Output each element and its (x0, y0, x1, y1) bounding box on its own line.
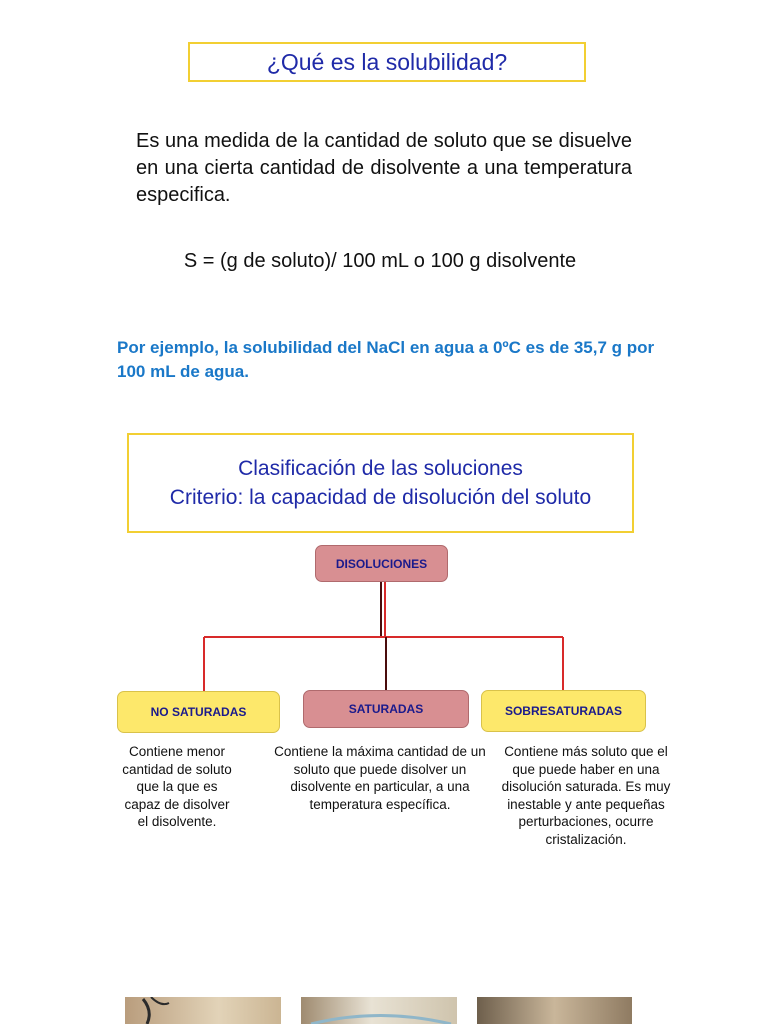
node-no-saturadas-label: NO SATURADAS (150, 705, 247, 719)
node-sobresaturadas-label: SOBRESATURADAS (504, 704, 623, 718)
description-saturadas: Contiene la máxima cantidad de un soluto que puede disolver un disolvente en particular, a una temperatura específica. (274, 744, 486, 812)
classification-title: Clasificación de las soluciones (238, 457, 523, 480)
node-no-saturadas (117, 691, 280, 733)
page-title: ¿Qué es la solubilidad? (266, 48, 508, 75)
photo-3 (477, 997, 632, 1024)
description-sobresaturadas: Contiene más soluto que el que puede haber en una disolución saturada. Es muy inestable y ante pequeñas perturbaciones, ocurre cristalización. (501, 744, 671, 847)
definition-paragraph: Es una medida de la cantidad de soluto que se disuelve en una cierta cantidad de disolvente a una temperatura especifica. (136, 130, 632, 206)
photo-1 (125, 997, 281, 1024)
description-no-saturadas: Contiene menor cantidad de soluto que la que es capaz de disolver el disolvente. (122, 744, 232, 829)
example-paragraph: Por ejemplo, la solubilidad del NaCl en agua a 0ºC es de 35,7 g por 100 mL de agua. (117, 338, 655, 381)
node-saturadas (303, 690, 469, 728)
classification-criterion: Criterio: la capacidad de disolución del soluto (169, 486, 592, 509)
photo-1-detail (125, 997, 281, 1024)
node-disoluciones-label: DISOLUCIONES (335, 556, 428, 571)
solubility-formula: S = (g de soluto)/ 100 mL o 100 g disolvente (183, 250, 577, 272)
node-sobresaturadas (481, 690, 646, 732)
photo-2-detail (301, 997, 457, 1024)
node-disoluciones (315, 545, 448, 582)
photo-2 (301, 997, 457, 1024)
node-saturadas-label: SATURADAS (348, 702, 424, 716)
